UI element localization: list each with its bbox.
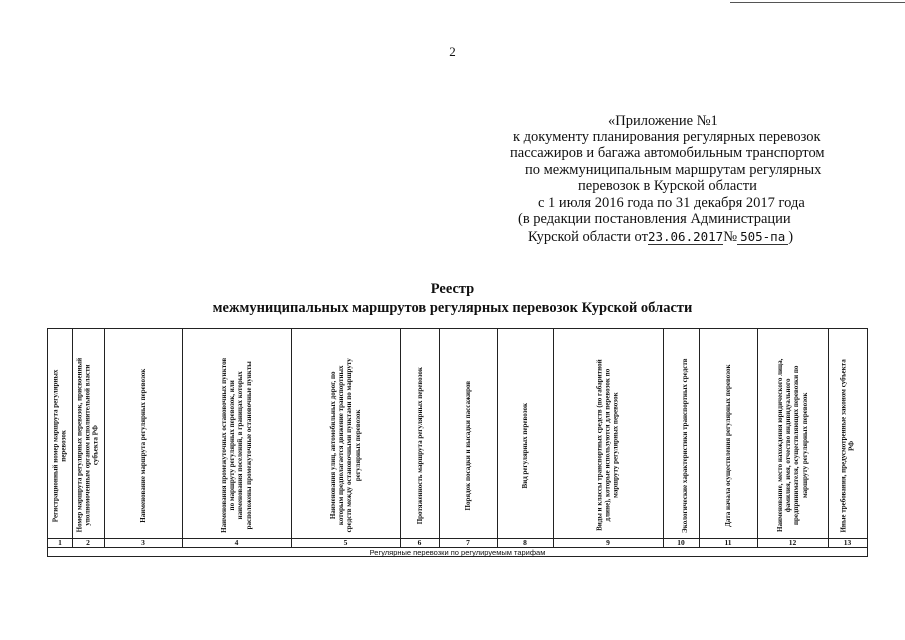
- appendix-line-5: перевозок в Курской области: [578, 178, 757, 194]
- column-header: [182, 329, 291, 539]
- column-header-text: Порядок посадки и высадки пассажиров: [463, 380, 472, 511]
- column-header: [699, 329, 757, 539]
- column-header: [104, 329, 182, 539]
- column-number: 4: [234, 538, 239, 547]
- column-number: 9: [606, 538, 610, 547]
- registry-table: [47, 328, 868, 557]
- appendix-line-8-prefix: Курской области от: [528, 229, 648, 245]
- column-header-text: Виды и классы транспортных средств (по габаритной длине), которые используются для перевозок по маршруту регулярных перевозок: [595, 359, 621, 532]
- column-number: 3: [141, 538, 145, 547]
- column-header: [663, 329, 699, 539]
- appendix-line-1: «Приложение №1: [608, 113, 718, 129]
- registry-title: Реестр: [430, 281, 475, 297]
- column-header-text: Наименование маршрута регулярных перевозок: [138, 368, 147, 523]
- resolution-number: 505-па: [737, 229, 788, 245]
- column-number: 2: [86, 538, 90, 547]
- section-row: Регулярные перевозки по регулируемым тарифам: [369, 548, 546, 557]
- page-number: 2: [449, 44, 456, 59]
- appendix-line-4: по межмуниципальным маршрутам регулярных: [525, 162, 822, 178]
- appendix-line-6: с 1 июля 2016 года по 31 декабря 2017 года: [538, 195, 805, 211]
- column-header-text: Вид регулярных перевозок: [520, 402, 529, 489]
- column-header: [757, 329, 828, 539]
- column-number: 8: [523, 538, 527, 547]
- column-number: 5: [343, 538, 348, 547]
- appendix-line-8: [528, 229, 793, 245]
- column-number: 12: [788, 538, 797, 547]
- column-header: [497, 329, 553, 539]
- column-header-text: Экологические характеристики транспортных средств: [680, 358, 689, 533]
- column-number: 7: [466, 538, 470, 547]
- appendix-line-7: (в редакции постановления Администрации: [518, 211, 791, 227]
- column-number: 11: [724, 538, 732, 547]
- registry-subtitle: межмуниципальных маршрутов регулярных перевозок Курской области: [212, 300, 693, 316]
- column-header-text: Протяженность маршрута регулярных перевозок: [415, 366, 424, 525]
- column-number: 13: [843, 538, 852, 547]
- column-number: 6: [417, 538, 422, 547]
- closing-paren: ): [788, 229, 794, 245]
- column-header: [72, 329, 104, 539]
- column-header: [400, 329, 439, 539]
- column-header: [48, 329, 72, 539]
- column-header-text: Регистрационный номер маршрута регулярных перевозок: [51, 369, 68, 522]
- column-number: 1: [58, 538, 62, 547]
- column-header-text: Наименования улиц, автомобильных дорог, по которым предполагается движение транспортных средств между остановочными пунктами по маршруту регулярных перевозок: [329, 358, 362, 533]
- top-right-rule: [730, 2, 905, 3]
- appendix-line-2: к документу планирования регулярных перевозок: [513, 129, 821, 145]
- column-header-text: Номер маршрута регулярных перевозок, присвоенный уполномоченным органом исполнительной власти субъекта РФ: [75, 358, 101, 533]
- appendix-line-3: пассажиров и багажа автомобильным транспортом: [510, 145, 825, 161]
- column-header: [828, 329, 867, 539]
- column-header-text: Дата начала осуществления регулярных перевозок: [723, 364, 732, 527]
- column-header-text: Наименования промежуточных остановочных пунктов по маршруту регулярных перевозок, или наименования поселений, в границах которых расположены промежуточные остановочные пункты: [220, 358, 253, 533]
- resolution-number-label: №: [723, 229, 738, 245]
- resolution-date: 23.06.2017: [647, 229, 724, 244]
- column-header: [553, 329, 663, 539]
- column-header: [439, 329, 497, 539]
- column-header-text: Иные требования, предусмотренные законом субъекта РФ: [839, 358, 856, 533]
- column-header: [291, 329, 400, 539]
- column-number: 10: [677, 538, 685, 547]
- column-header-text: Наименование, место нахождения юридического лица, фамилия, имя, отчество индивидуального предпринимателя, осуществляющих перевозки по маршруту регулярных перевозок: [776, 358, 809, 533]
